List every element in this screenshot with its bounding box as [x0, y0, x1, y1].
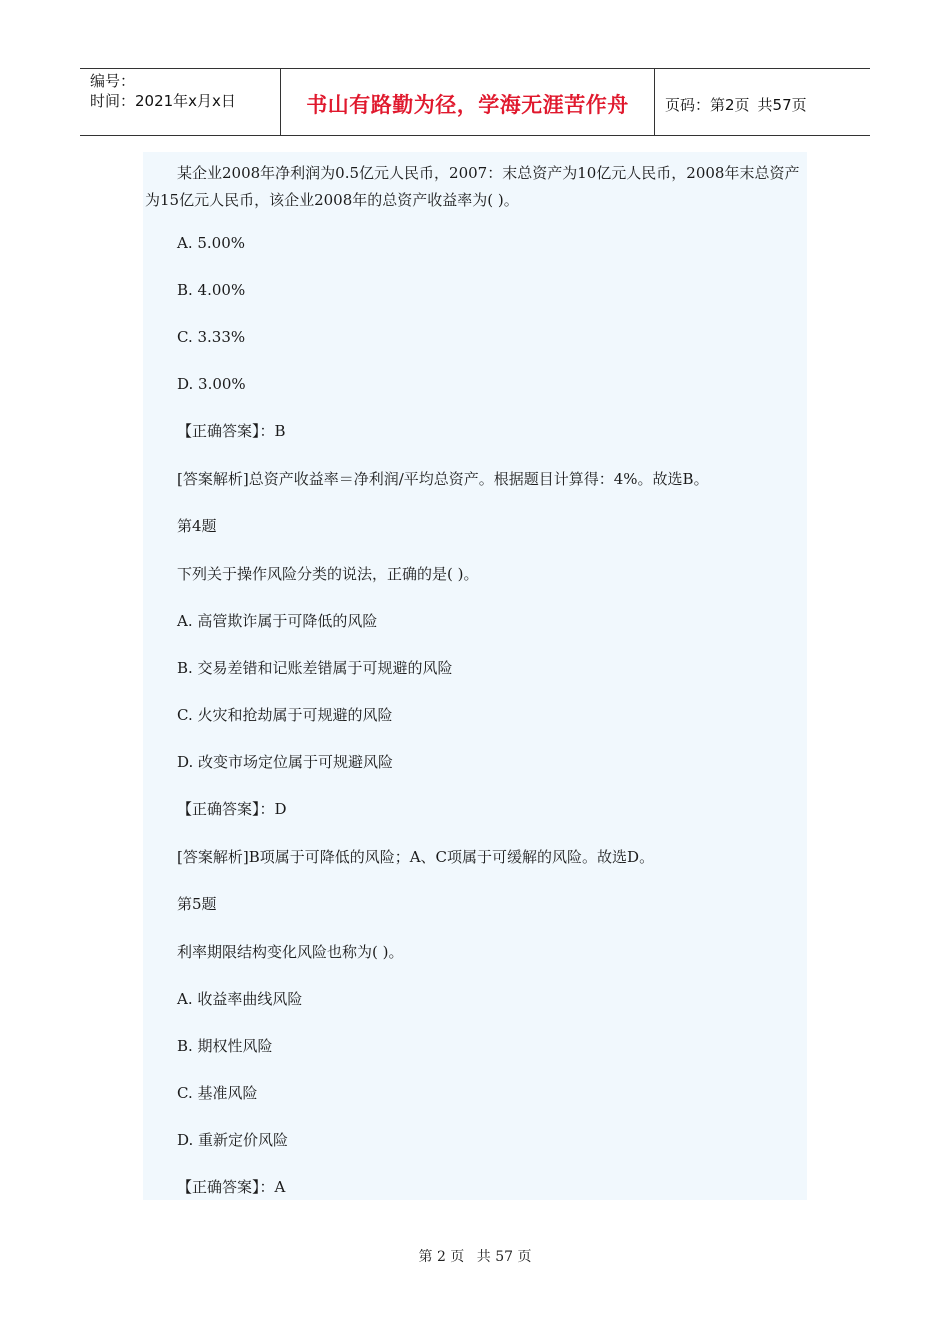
- q5-title: 第5题: [177, 895, 217, 913]
- header-total-pages: 共57页: [757, 95, 807, 114]
- q3-analysis: [答案解析]总资产收益率＝净利润/平均总资产。根据题目计算得：4%。故选B。: [177, 470, 709, 488]
- q4-option-d: D. 改变市场定位属于可规避风险: [177, 753, 394, 771]
- q4-option-b: B. 交易差错和记账差错属于可规避的风险: [177, 659, 453, 677]
- header-page-info: [655, 69, 870, 135]
- q5-option-b: B. 期权性风险: [177, 1037, 273, 1055]
- serial-label: 编号：: [90, 72, 136, 90]
- header-meta: [80, 69, 281, 135]
- q5-option-c: C. 基准风险: [177, 1084, 258, 1102]
- q4-option-c: C. 火灾和抢劫属于可规避的风险: [177, 706, 393, 724]
- q3-option-a: A. 5.00%: [177, 234, 246, 252]
- q5-option-a: A. 收益率曲线风险: [177, 990, 303, 1008]
- q5-option-d: D. 重新定价风险: [177, 1131, 289, 1149]
- q4-option-a: A. 高管欺诈属于可降低的风险: [177, 612, 378, 630]
- q3-option-d: D. 3.00%: [177, 375, 246, 393]
- time-label: 时间：2021年x月x日: [90, 92, 236, 110]
- q4-answer: 【正确答案】：D: [177, 800, 287, 818]
- q3-option-c: C. 3.33%: [177, 328, 246, 346]
- q5-answer: 【正确答案】：A: [177, 1178, 286, 1196]
- page-footer: [0, 1246, 950, 1266]
- footer-total-pages: 共 57 页: [476, 1249, 532, 1265]
- page-header: [80, 68, 870, 136]
- question-3-text: 某企业2008年净利润为0.5亿元人民币，2007：末总资产为10亿元人民币，2008年末总资产为15亿元人民币，该企业2008年的总资产收益率为( )。: [145, 164, 800, 209]
- q4-question: 下列关于操作风险分类的说法，正确的是( )。: [177, 565, 479, 583]
- footer-page-number: 第 2 页: [418, 1249, 465, 1265]
- q5-question: 利率期限结构变化风险也称为( )。: [177, 943, 404, 961]
- header-page-number: 页码：第2页: [665, 95, 750, 114]
- header-motto: 书山有路勤为径，学海无涯苦作舟: [281, 69, 655, 135]
- q3-option-b: B. 4.00%: [177, 281, 246, 299]
- q4-analysis: [答案解析]B项属于可降低的风险；A、C项属于可缓解的风险。故选D。: [177, 848, 655, 866]
- q3-answer: 【正确答案】：B: [177, 422, 286, 440]
- q4-title: 第4题: [177, 517, 217, 535]
